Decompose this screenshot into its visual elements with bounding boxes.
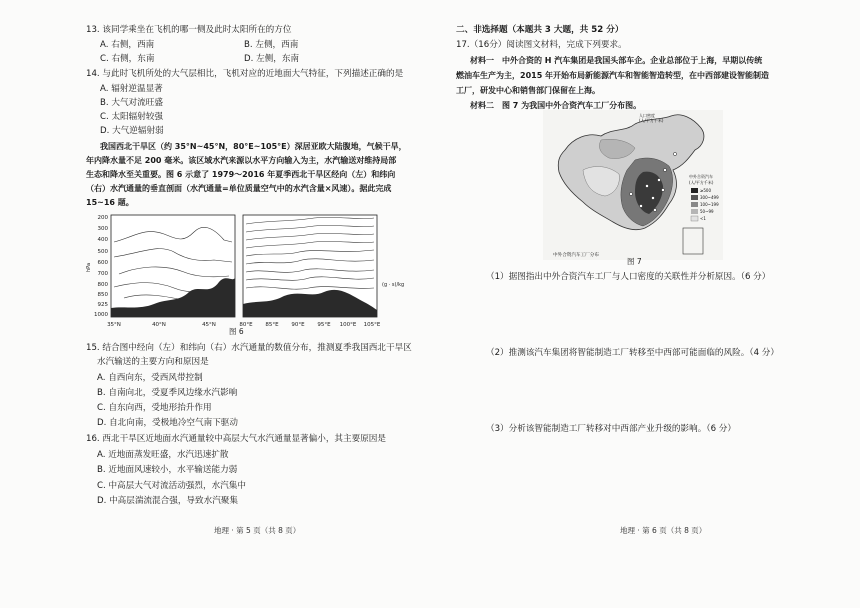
y-tick-925: 925 bbox=[97, 302, 108, 308]
passage-line-2: 年内降水量不足 200 毫米。该区域水汽来源以水平方向输入为主，水汽输送对维持局部 bbox=[86, 156, 397, 165]
passage-line-4: （右）水汽通量的垂直剖面（水汽通量=单位质量空气中的水汽含量×风速）。据此完成 bbox=[86, 184, 392, 193]
legend-joint-unit: (人/平方千米) bbox=[689, 180, 714, 185]
legend-joint-title: 中外合资汽车 bbox=[689, 174, 713, 179]
y-tick-500: 500 bbox=[97, 249, 108, 255]
q14-option-b: B. 大气对流旺盛 bbox=[100, 98, 163, 108]
q13-stem: 13. 该同学乘坐在飞机的哪一侧及此时太阳所在的方位 bbox=[86, 25, 292, 35]
x-tick-90e: 90°E bbox=[291, 322, 305, 328]
q13-option-b: B. 左侧，西南 bbox=[244, 40, 299, 50]
q13-option-d: D. 左侧，东南 bbox=[244, 54, 300, 64]
x-tick-45n: 45°N bbox=[202, 322, 216, 328]
y-tick-1000: 1000 bbox=[94, 312, 108, 318]
y-tick-700: 700 bbox=[97, 271, 108, 277]
q15-option-d: D. 自北向南，受极地冷空气南下驱动 bbox=[97, 418, 238, 428]
y-tick-800: 800 bbox=[97, 282, 108, 288]
q17-part-3: （3）分析该智能制造工厂转移对中西部产业升级的影响。（6 分） bbox=[486, 424, 736, 434]
material-2: 材料二 图 7 为我国中外合资汽车工厂分布图。 bbox=[470, 101, 642, 110]
right-panel-zonal bbox=[243, 215, 377, 317]
y-axis-unit: hPa bbox=[86, 262, 92, 272]
q15-stem-line-1: 15. 结合图中经向（左）和纬向（右）水汽通量的数值分布，推测夏季我国西北干旱区 bbox=[86, 343, 412, 353]
passage-line-1: 我国西北干旱区（约 35°N~45°N，80°E~105°E）深居亚欧大陆腹地，气候干旱， bbox=[100, 142, 407, 151]
legend-swatch-4 bbox=[691, 209, 698, 214]
x-tick-95e: 95°E bbox=[317, 322, 331, 328]
x-tick-35n: 35°N bbox=[107, 322, 121, 328]
q15-option-c: C. 自东向西，受地形抬升作用 bbox=[97, 403, 212, 413]
y-tick-200: 200 bbox=[97, 215, 108, 221]
q16-option-d: D. 中高层湍流混合强，导致水汽聚集 bbox=[97, 496, 238, 506]
legend-class-1: ≥500 bbox=[700, 188, 711, 193]
figure-6-cross-sections bbox=[84, 212, 404, 334]
material-1-line-3: 工厂，研发中心和销售部门保留在上海。 bbox=[456, 86, 600, 95]
q17-part-1: （1）据图指出中外合资汽车工厂与人口密度的关联性并分析原因。（6 分） bbox=[486, 272, 771, 282]
q14-option-a: A. 辐射逆温显著 bbox=[100, 84, 163, 94]
x-tick-100e: 100°E bbox=[339, 322, 357, 328]
figure-7-caption: 图 7 bbox=[627, 257, 642, 266]
section-title: 二、非选择题（本题共 3 大题，共 52 分） bbox=[456, 25, 624, 35]
x-tick-40n: 40°N bbox=[152, 322, 166, 328]
q14-stem: 14. 与此时飞机所处的大气层相比，飞机对应的近地面大气特征，下列描述正确的是 bbox=[86, 69, 404, 79]
legend-swatch-3 bbox=[691, 202, 698, 207]
q14-option-c: C. 太阳辐射较强 bbox=[100, 112, 164, 122]
material-1-line-1: 材料一 中外合资的 H 汽车集团是我国头部车企。企业总部位于上海，早期以传统 bbox=[470, 56, 763, 65]
q16-option-a: A. 近地面蒸发旺盛，水汽迅速扩散 bbox=[97, 450, 229, 460]
legend-density-title: 人口密度 bbox=[639, 113, 655, 118]
page-footer-6: 地理 · 第 6 页（共 8 页） bbox=[620, 526, 707, 535]
material-1-line-2: 燃油车生产为主，2015 年开始布局新能源汽车和智能智造转型，在中西部建设智能制造 bbox=[456, 71, 770, 80]
legend-class-2: 300~499 bbox=[700, 195, 719, 200]
q16-option-b: B. 近地面风速较小，水平输送能力弱 bbox=[97, 465, 238, 475]
x-tick-105e: 105°E bbox=[363, 322, 381, 328]
y-tick-850: 850 bbox=[97, 292, 108, 298]
legend-class-4: 50~99 bbox=[700, 209, 714, 214]
legend-swatch-5 bbox=[691, 216, 698, 221]
x-tick-85e: 85°E bbox=[265, 322, 279, 328]
legend-density-unit: (人/平方千米) bbox=[639, 118, 664, 123]
exam-page-6 bbox=[430, 0, 860, 608]
q13-option-a: A. 右侧，西南 bbox=[100, 40, 155, 50]
left-panel-meridional bbox=[111, 215, 235, 317]
figure-7-china-map bbox=[543, 110, 723, 260]
y-tick-400: 400 bbox=[97, 237, 108, 243]
map-subtitle: 中外合资汽车工厂分布 bbox=[553, 253, 599, 258]
x-tick-80e: 80°E bbox=[239, 322, 253, 328]
q15-option-a: A. 自西向东，受西风带控制 bbox=[97, 373, 203, 383]
figure-6-caption: 图 6 bbox=[229, 327, 244, 336]
page-footer-5: 地理 · 第 5 页（共 8 页） bbox=[214, 526, 301, 535]
legend-swatch-2 bbox=[691, 195, 698, 200]
legend-swatch-1 bbox=[691, 188, 698, 193]
q13-option-c: C. 右侧，东南 bbox=[100, 54, 155, 64]
q15-stem-line-2: 水汽输送的主要方向和原因是 bbox=[97, 357, 209, 367]
flux-unit-label: (g · s)/kg bbox=[382, 282, 404, 288]
y-tick-600: 600 bbox=[97, 260, 108, 266]
q16-stem: 16. 西北干旱区近地面水汽通量较中高层大气水汽通量显著偏小，其主要原因是 bbox=[86, 434, 386, 444]
q14-option-d: D. 大气逆辐射弱 bbox=[100, 126, 164, 136]
passage-line-3: 生态和降水至关重要。图 6 示意了 1979～2016 年夏季西北干旱区经向（左）和纬向 bbox=[86, 170, 396, 179]
q17-part-2: （2）推测该汽车集团将智能制造工厂转移至中西部可能面临的风险。（4 分） bbox=[486, 348, 779, 358]
legend-class-3: 100~199 bbox=[700, 202, 719, 207]
q15-option-b: B. 自南向北，受夏季风边缘水汽影响 bbox=[97, 388, 238, 398]
legend-class-5: <1 bbox=[700, 216, 706, 221]
q17-heading: 17.（16分）阅读图文材料，完成下列要求。 bbox=[456, 40, 627, 50]
q16-option-c: C. 中高层大气对流活动强烈，水汽集中 bbox=[97, 481, 246, 491]
passage-line-5: 15~16 题。 bbox=[86, 198, 134, 207]
y-tick-300: 300 bbox=[97, 226, 108, 232]
